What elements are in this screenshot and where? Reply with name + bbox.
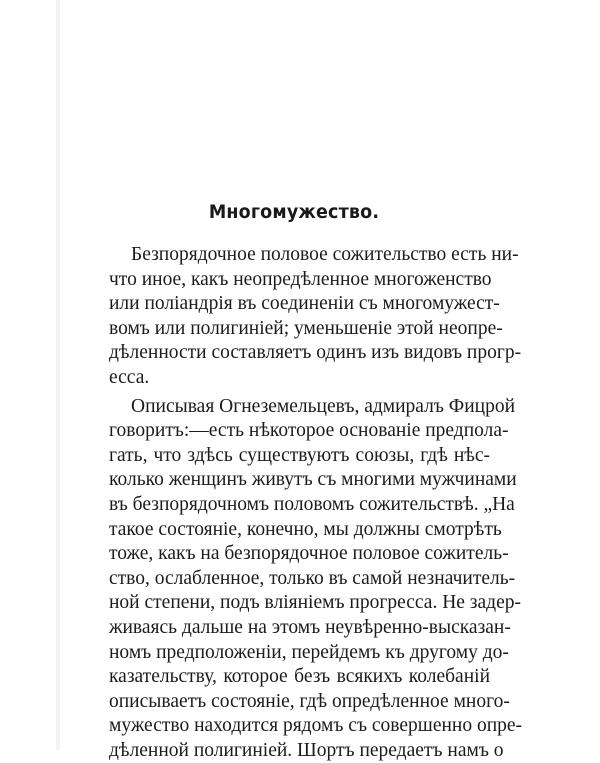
text-line: ной степени, подъ вліяніемъ прогресса. Не задер-	[109, 592, 521, 614]
text-line: тоже, какъ на безпорядочное половое сожитель-	[109, 543, 509, 565]
text-line: живаясь дальше на этомъ неувѣренно-высказан-	[109, 616, 511, 638]
text-line: гать, что здѣсь существуютъ союзы, гдѣ нѣс-	[109, 444, 490, 466]
text-line: что иное, какъ неопредѣленное многоженство	[109, 268, 492, 290]
chapter-title: Многомужество.	[208, 201, 380, 223]
text-line: Безпорядочное половое сожительство есть ни-	[131, 244, 519, 265]
text-line: въ безпорядочномъ половомъ сожительствѣ. „На	[109, 493, 515, 515]
text-line: или поліандрія въ соединеніи съ многомужест-	[109, 293, 500, 315]
body-text	[109, 243, 523, 763]
text-line: есса.	[109, 366, 150, 388]
paragraph	[109, 395, 523, 763]
text-line: колько женщинъ живутъ съ многими мужчинами	[109, 469, 517, 491]
text-line: ство, ослабленное, только въ самой незначитель-	[109, 567, 516, 589]
page-edge-shadow	[56, 0, 60, 750]
text-line: описываетъ состояніе, гдѣ опредѣленное много-	[109, 690, 510, 712]
text-line: мужество находится рядомъ съ совершенно опре-	[109, 715, 523, 737]
text-line: говоритъ:—есть нѣкоторое основаніе предпола-	[109, 420, 509, 442]
text-line: вомъ или полигиніей; уменьшеніе этой неопре-	[109, 317, 503, 339]
text-line: дѣленной полигиніей. Шортъ передаетъ намъ о	[109, 739, 504, 761]
text-line: Описывая Огнеземельцевъ, адмиралъ Фицрой	[131, 395, 516, 417]
paragraph	[109, 243, 522, 391]
text-line: такое состояніе, конечно, мы должны смотрѣть	[109, 518, 502, 540]
text-line: дѣленности составляетъ одинъ изъ видовъ прогр-	[109, 342, 522, 364]
text-line: казательству, которое безъ всякихъ колебаній	[109, 666, 490, 688]
text-line: номъ предположеніи, перейдемъ къ другому до-	[109, 641, 509, 663]
